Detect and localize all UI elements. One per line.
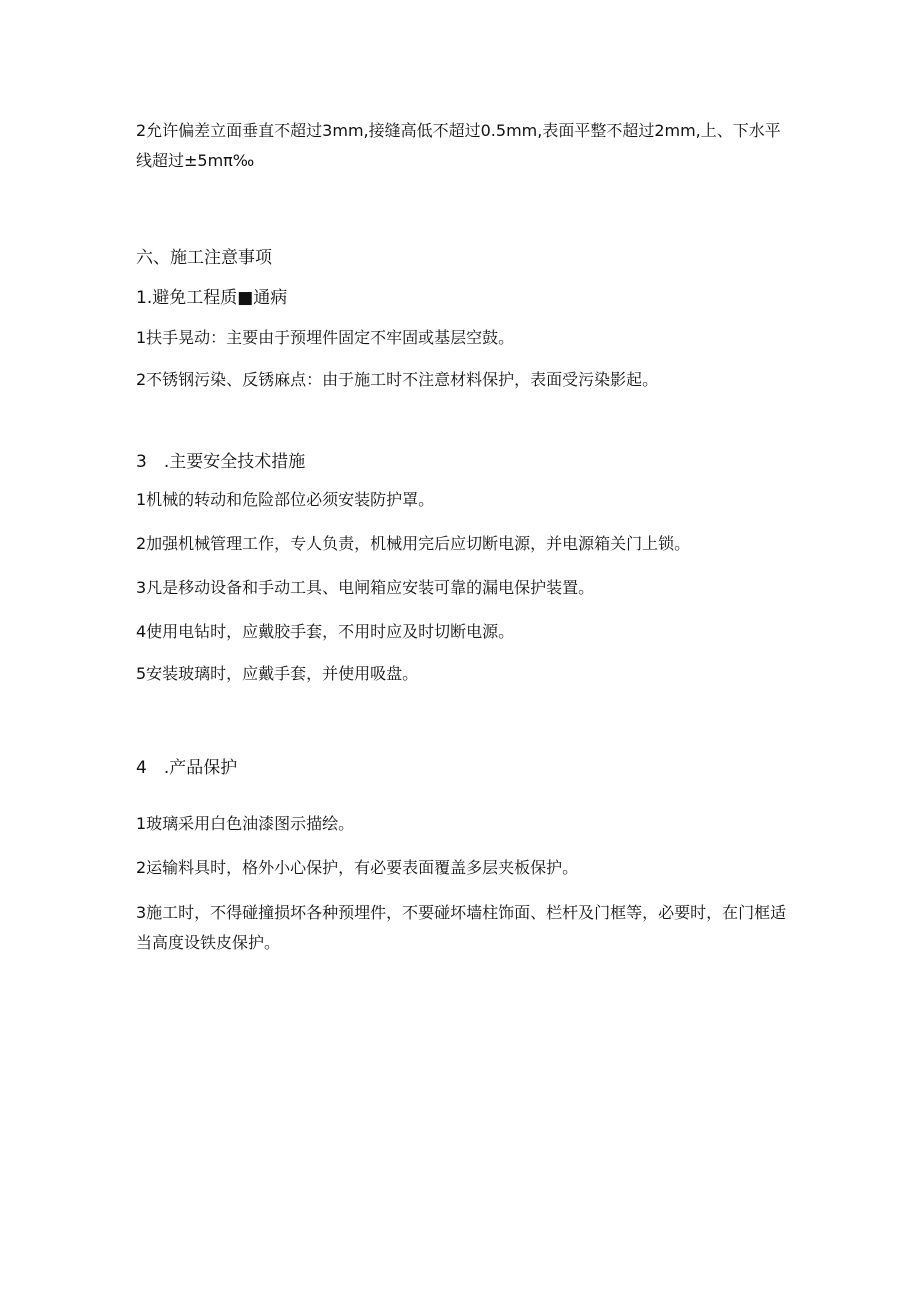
- protection-item-1: 1玻璃采用白色油漆图示描绘。: [136, 814, 355, 833]
- protection-item-3: 3施工时，不得碰撞损坏各种预埋件，不要碰坏墙柱饰面、栏杆及门框等，必要时，在门框适当高度设铁皮保护。: [136, 903, 787, 952]
- safety-item-4: 4使用电钻时，应戴胶手套，不用时应及时切断电源。: [136, 622, 515, 641]
- subsection-title-quality: 1.避免工程质■通病: [136, 288, 288, 308]
- quality-item-1: 1扶手晃动：主要由于预埋件固定不牢固或基层空鼓。: [136, 328, 515, 347]
- safety-item-3: 3凡是移动设备和手动工具、电闸箱应安装可靠的漏电保护装置。: [136, 578, 595, 597]
- tolerance-paragraph: 2允许偏差立面垂直不超过3mm,接缝高低不超过0.5mm,表面平整不超过2mm,上、下水平线超过±5mπ‰: [136, 121, 781, 170]
- protection-item-2: 2运输料具时，格外小心保护，有必要表面覆盖多层夹板保护。: [136, 858, 579, 877]
- safety-item-2: 2加强机械管理工作，专人负责，机械用完后应切断电源，并电源箱关门上锁。: [136, 534, 691, 553]
- quality-item-2: 2不锈钢污染、反锈麻点：由于施工时不注意材料保护，表面受污染影起。: [136, 370, 659, 389]
- subsection-title-safety: 3 .主要安全技术措施: [136, 452, 306, 472]
- safety-item-1: 1机械的转动和危险部位必须安装防护罩。: [136, 490, 435, 509]
- section-title: 六、施工注意事项: [136, 248, 272, 268]
- safety-item-5: 5安装玻璃时，应戴手套，并使用吸盘。: [136, 664, 419, 683]
- subsection-title-protection: 4 .产品保护: [136, 758, 238, 778]
